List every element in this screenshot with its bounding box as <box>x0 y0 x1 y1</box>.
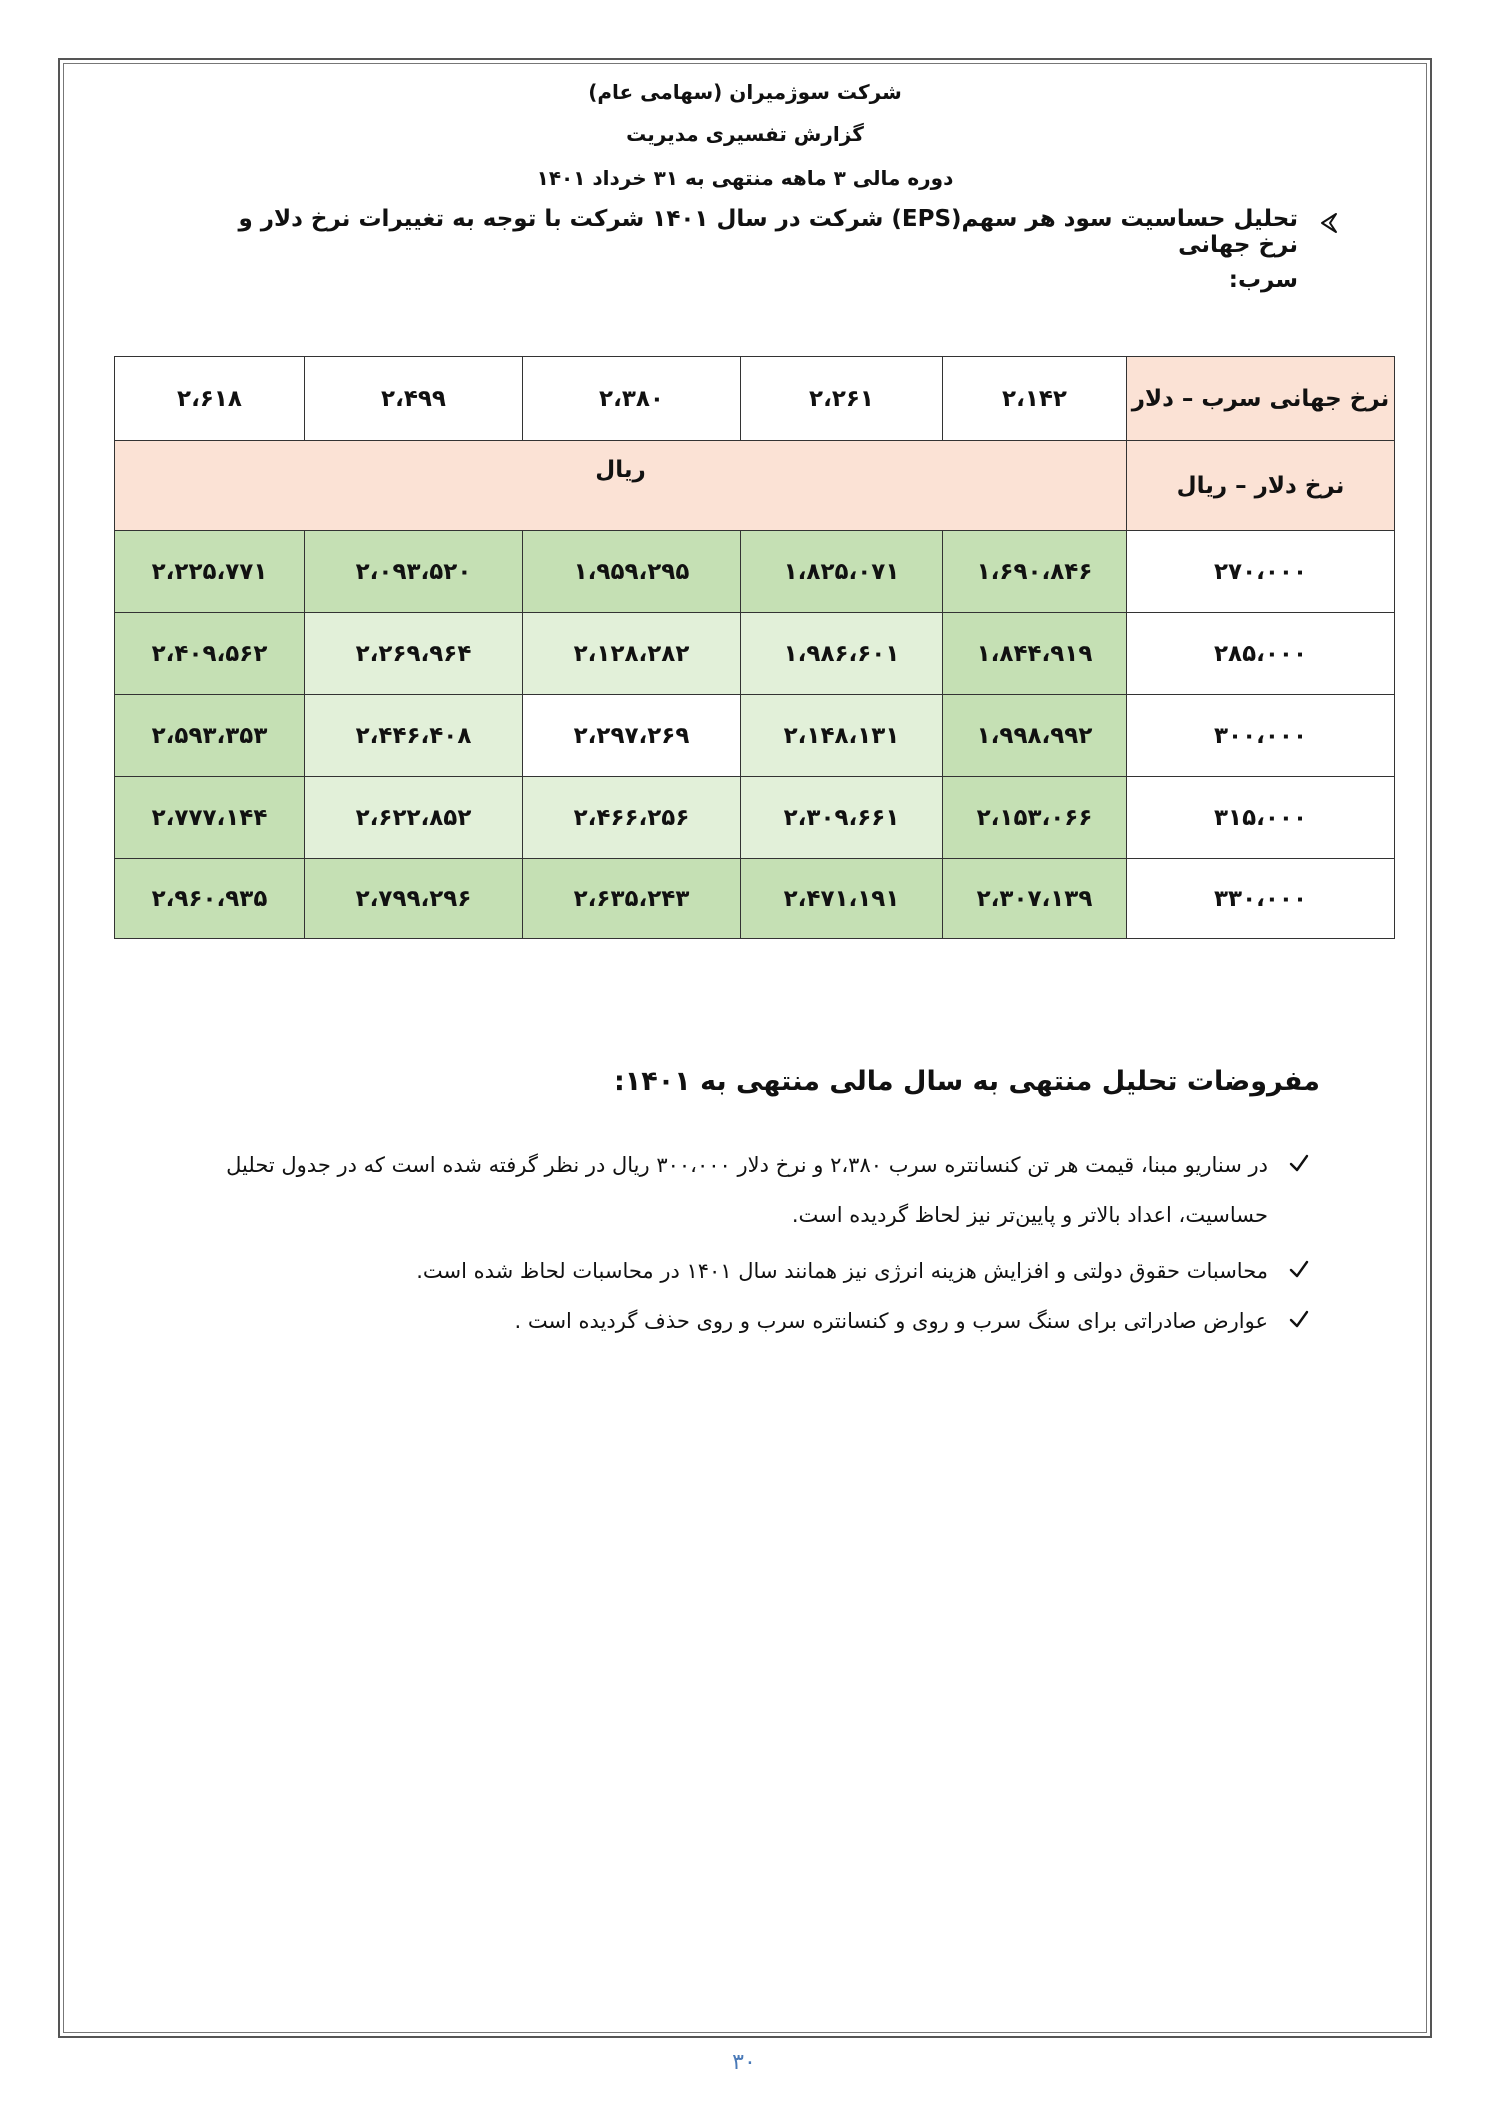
eps-cell: ۲،۱۲۸،۲۸۲ <box>523 613 741 695</box>
checkmark-icon <box>1288 1308 1310 1330</box>
assumption-text: عوارض صادراتی برای سنگ سرب و روی و کنسانتره سرب و روی حذف گردیده است . <box>514 1309 1268 1333</box>
eps-cell: ۱،۸۲۵،۰۷۱ <box>741 531 943 613</box>
assumption-text: در سناریو مبنا، قیمت هر تن کنسانتره سرب ۲،۳۸۰ و نرخ دلار ۳۰۰،۰۰۰ ریال در نظر گرفته شده است که در جدول تحلیل حساسیت، اعداد بالاتر و پایین‌تر نیز لحاظ گردیده است. <box>226 1153 1268 1227</box>
eps-cell: ۲،۵۹۳،۳۵۳ <box>115 695 305 777</box>
eps-cell: ۲،۹۶۰،۹۳۵ <box>115 859 305 939</box>
table-row <box>115 613 1395 695</box>
report-title: گزارش تفسیری مدیریت <box>626 122 864 146</box>
page-number: ۳۰ <box>732 2050 756 2075</box>
eps-cell: ۱،۹۹۸،۹۹۲ <box>943 695 1127 777</box>
unit-label: ریال <box>115 441 1127 531</box>
eps-cell: ۲،۶۳۵،۲۴۳ <box>523 859 741 939</box>
lead-price-col: ۲،۲۶۱ <box>741 357 943 441</box>
eps-cell: ۲،۷۷۷،۱۴۴ <box>115 777 305 859</box>
table-row <box>115 531 1395 613</box>
eps-cell: ۱،۹۸۶،۶۰۱ <box>741 613 943 695</box>
eps-cell: ۲،۳۰۷،۱۳۹ <box>943 859 1127 939</box>
arrow-bullet-icon <box>1316 210 1342 236</box>
eps-cell: ۲،۷۹۹،۲۹۶ <box>305 859 523 939</box>
eps-cell: ۲،۴۰۹،۵۶۲ <box>115 613 305 695</box>
dollar-rate-cell: ۳۰۰،۰۰۰ <box>1127 695 1395 777</box>
eps-cell: ۲،۱۴۸،۱۳۱ <box>741 695 943 777</box>
list-item <box>140 1296 1310 1346</box>
list-item <box>140 1140 1310 1240</box>
eps-cell: ۲،۶۲۲،۸۵۲ <box>305 777 523 859</box>
dollar-rate-label: نرخ دلار – ریال <box>1127 441 1395 531</box>
lead-price-col: ۲،۶۱۸ <box>115 357 305 441</box>
dollar-rate-cell: ۲۷۰،۰۰۰ <box>1127 531 1395 613</box>
eps-cell: ۲،۴۶۶،۲۵۶ <box>523 777 741 859</box>
lead-price-col: ۲،۴۹۹ <box>305 357 523 441</box>
lead-price-label: نرخ جهانی سرب – دلار <box>1127 357 1395 441</box>
eps-cell: ۲،۴۷۱،۱۹۱ <box>741 859 943 939</box>
eps-cell: ۲،۲۲۵،۷۷۱ <box>115 531 305 613</box>
list-item <box>140 1246 1310 1296</box>
section-title-line1: تحلیل حساسیت سود هر سهم(EPS) شرکت در سال ۱۴۰۱ شرکت با توجه به تغییرات نرخ دلار و نرخ جهانی <box>238 206 1298 258</box>
assumptions-title: مفروضات تحلیل منتهی به سال مالی منتهی به ۱۴۰۱: <box>613 1066 1320 1097</box>
table-header-row <box>115 357 1395 441</box>
eps-cell: ۲،۱۵۳،۰۶۶ <box>943 777 1127 859</box>
eps-cell: ۲،۳۰۹،۶۶۱ <box>741 777 943 859</box>
company-name: شرکت سوژمیران (سهامی عام) <box>588 80 902 104</box>
lead-price-col: ۲،۳۸۰ <box>523 357 741 441</box>
dollar-rate-cell: ۲۸۵،۰۰۰ <box>1127 613 1395 695</box>
lead-price-col: ۲،۱۴۲ <box>943 357 1127 441</box>
table-unit-row <box>115 441 1395 531</box>
table-row <box>115 859 1395 939</box>
eps-cell: ۱،۶۹۰،۸۴۶ <box>943 531 1127 613</box>
sensitivity-table <box>114 356 1395 939</box>
assumption-text: محاسبات حقوق دولتی و افزایش هزینه انرژی نیز همانند سال ۱۴۰۱ در محاسبات لحاظ شده است. <box>416 1259 1268 1283</box>
eps-cell: ۲،۲۶۹،۹۶۴ <box>305 613 523 695</box>
dollar-rate-cell: ۳۳۰،۰۰۰ <box>1127 859 1395 939</box>
section-title-line2: سرب: <box>1228 267 1298 293</box>
eps-cell: ۲،۰۹۳،۵۲۰ <box>305 531 523 613</box>
eps-cell: ۱،۸۴۴،۹۱۹ <box>943 613 1127 695</box>
eps-cell: ۲،۴۴۶،۴۰۸ <box>305 695 523 777</box>
eps-cell: ۲،۲۹۷،۲۶۹ <box>523 695 741 777</box>
table-row <box>115 777 1395 859</box>
assumptions-list <box>140 1140 1310 1346</box>
eps-cell: ۱،۹۵۹،۲۹۵ <box>523 531 741 613</box>
dollar-rate-cell: ۳۱۵،۰۰۰ <box>1127 777 1395 859</box>
table-row <box>115 695 1395 777</box>
checkmark-icon <box>1288 1258 1310 1280</box>
checkmark-icon <box>1288 1152 1310 1174</box>
report-period: دوره مالی ۳ ماهه منتهی به ۳۱ خرداد ۱۴۰۱ <box>536 166 954 190</box>
